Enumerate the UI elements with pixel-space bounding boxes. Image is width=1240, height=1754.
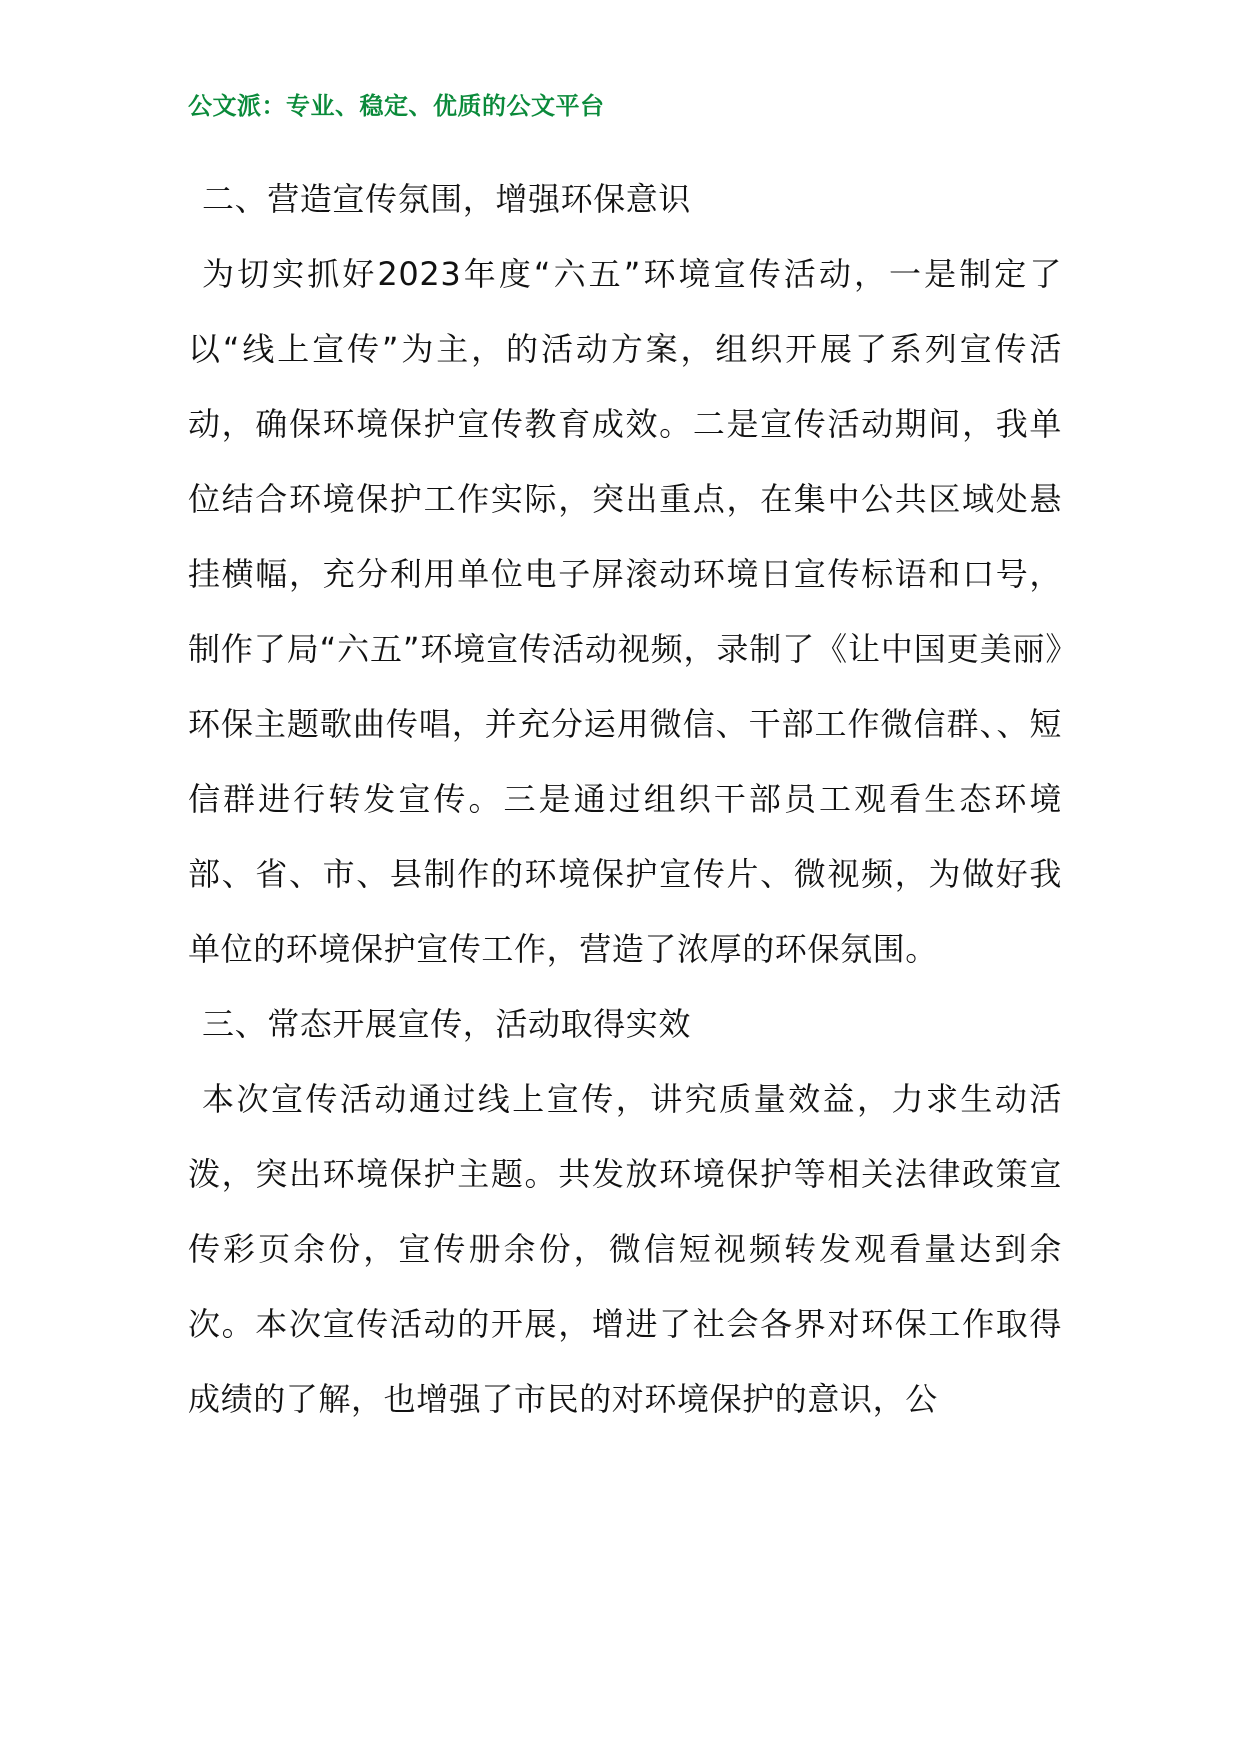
platform-header: 公文派：专业、稳定、优质的公文平台 — [188, 91, 605, 120]
document-body — [188, 162, 1062, 1437]
section-heading-2: 二、营造宣传氛围，增强环保意识 — [202, 180, 692, 218]
section-paragraph-3: 本次宣传活动通过线上宣传，讲究质量效益，力求生动活泼，突出环境保护主题。共发放环境保护等相关法律政策宣传彩页余份，宣传册余份，微信短视频转发观看量达到余次。本次宣传活动的开展，增进了社会各界对环保工作取得成绩的了解，也增强了市民的对环境保护的意识，公 — [188, 1080, 1062, 1418]
section-paragraph-2: 为切实抓好2023年度“六五”环境宣传活动，一是制定了以“线上宣传”为主，的活动方案，组织开展了系列宣传活动，确保环境保护宣传教育成效。二是宣传活动期间，我单位结合环境保护工作实际，突出重点，在集中公共区域处悬挂横幅，充分利用单位电子屏滚动环境日宣传标语和口号，制作了局“六五”环境宣传活动视频，录制了《让中国更美丽》环保主题歌曲传唱，并充分运用微信、干部工作微信群、、短信群进行转发宣传。三是通过组织干部员工观看生态环境部、省、市、县制作的环境保护宣传片、微视频，为做好我单位的环境保护宣传工作，营造了浓厚的环保氛围。 — [188, 255, 1062, 968]
section-heading-3: 三、常态开展宣传，活动取得实效 — [202, 1005, 692, 1043]
